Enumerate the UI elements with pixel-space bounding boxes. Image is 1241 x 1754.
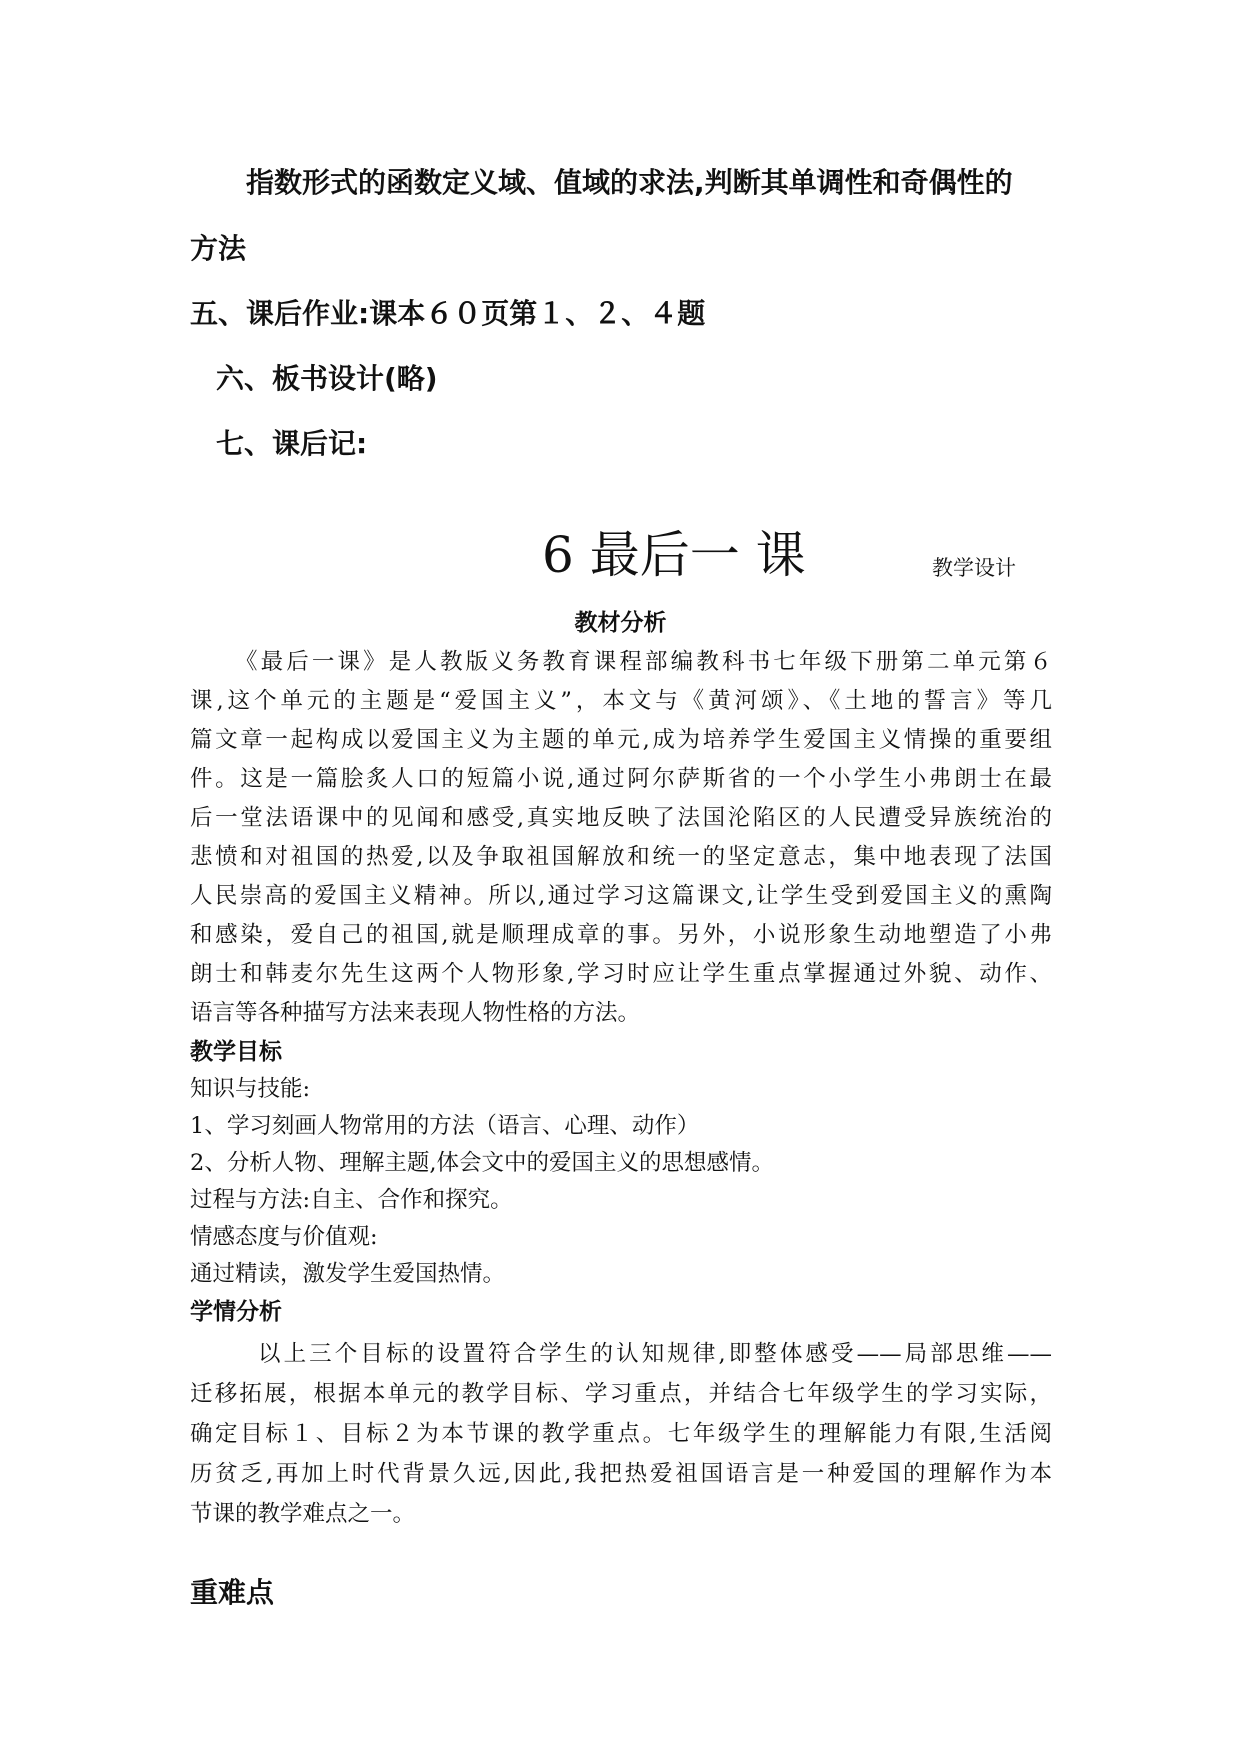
analysis-line: 人民崇高的爱国主义精神。所以,通过学习这篇课文,让学生受到爱国主义的熏陶: [190, 883, 1052, 909]
lesson-title: 6 最后一 课: [542, 526, 806, 584]
after-class-notes-line: 七、课后记:: [216, 427, 368, 460]
goal-item: 过程与方法:自主、合作和探究。: [190, 1187, 513, 1213]
situation-line: 历贫乏,再加上时代背景久远,因此,我把热爱祖国语言是一种爱国的理解作为本: [190, 1461, 1052, 1487]
board-design-line: 六、板书设计(略): [216, 362, 438, 395]
situation-line: 确定目标１、目标２为本节课的教学重点。七年级学生的理解能力有限,生活阅: [190, 1421, 1052, 1447]
goal-item: 2、分析人物、理解主题,体会文中的爱国主义的思想感情。: [190, 1150, 774, 1176]
goal-item: 通过精读，激发学生爱国热情。: [190, 1261, 506, 1287]
analysis-line: 件。这是一篇脍炙人口的短篇小说,通过阿尔萨斯省的一个小学生小弗朗士在最: [190, 766, 1052, 792]
goal-item: 情感态度与价值观:: [190, 1224, 378, 1250]
homework-line: 五、课后作业:课本６０页第１、２、４题: [190, 297, 706, 330]
goals-heading: 教学目标: [190, 1039, 282, 1065]
analysis-line: 篇文章一起构成以爱国主义为主题的单元,成为培养学生爱国主义情操的重要组: [190, 727, 1052, 753]
goal-item: 1、学习刻画人物常用的方法（语言、心理、动作）: [190, 1113, 700, 1139]
goal-item: 知识与技能:: [190, 1076, 311, 1102]
content-line-1: 指数形式的函数定义域、值域的求法,判断其单调性和奇偶性的: [246, 166, 1013, 199]
situation-line: 以上三个目标的设置符合学生的认知规律,即整体感受——局部思维——: [258, 1341, 1052, 1367]
analysis-paragraph: [190, 643, 1052, 1033]
situation-paragraph: [190, 1334, 1052, 1534]
analysis-line: 悲愤和对祖国的热爱,以及争取祖国解放和统一的坚定意志，集中地表现了法国: [190, 844, 1052, 870]
content-line-2: 方法: [190, 232, 247, 265]
situation-line: 节课的教学难点之一。: [190, 1501, 416, 1527]
situation-heading: 学情分析: [190, 1299, 282, 1325]
key-difficulty-heading: 重难点: [190, 1576, 275, 1609]
analysis-line: 后一堂法语课中的见闻和感受,真实地反映了法国沦陷区的人民遭受异族统治的: [190, 805, 1052, 831]
lesson-subtitle: 教学设计: [932, 556, 1016, 580]
analysis-line: 课,这个单元的主题是“爱国主义”，本文与《黄河颂》、《土地的誓言》等几: [190, 688, 1052, 714]
analysis-line: 和感染，爱自己的祖国,就是顺理成章的事。另外，小说形象生动地塑造了小弗: [190, 922, 1052, 948]
situation-line: 迁移拓展，根据本单元的教学目标、学习重点，并结合七年级学生的学习实际，: [190, 1381, 1052, 1407]
analysis-line: 朗士和韩麦尔先生这两个人物形象,学习时应让学生重点掌握通过外貌、动作、: [190, 961, 1052, 987]
analysis-line: 《最后一课》是人教版义务教育课程部编教科书七年级下册第二单元第６: [235, 649, 1052, 675]
analysis-line: 语言等各种描写方法来表现人物性格的方法。: [190, 1000, 641, 1026]
analysis-heading: 教材分析: [574, 610, 667, 636]
